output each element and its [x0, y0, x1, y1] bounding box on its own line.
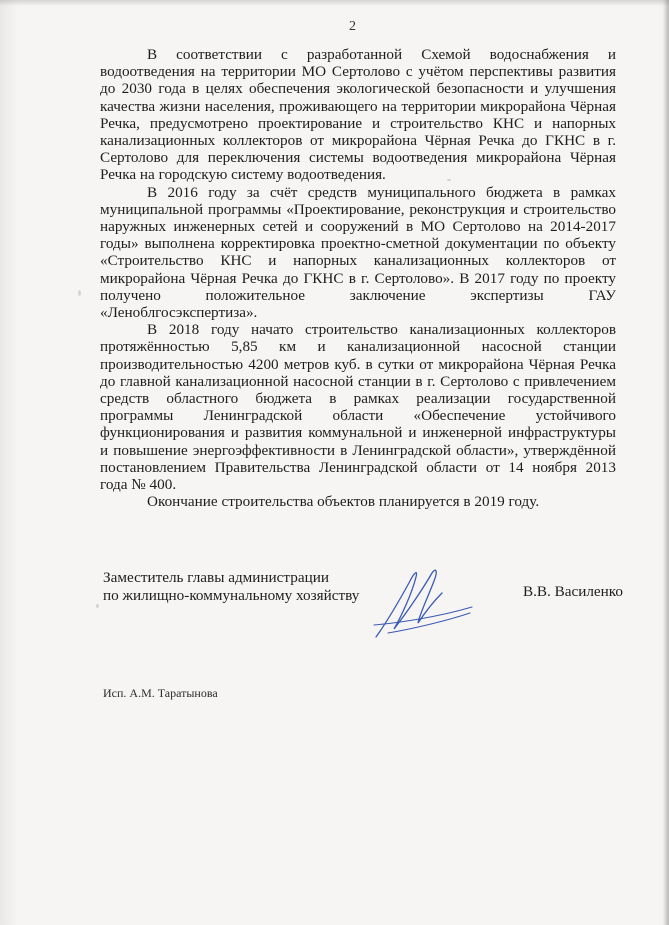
- text-line: и повышение энергоэффективности в Ленинградской области», утверждённой: [100, 441, 616, 459]
- text-line: производительностью 4200 метров куб. в сутки от микрорайона Чёрная Речка: [100, 355, 616, 373]
- text-line: микрорайона Чёрная Речка до ГКНС в г. Сертолово». В 2017 году по проекту: [100, 269, 616, 287]
- scan-shadow-right: [663, 0, 669, 925]
- text-line: Речка на городскую систему водоотведения.: [100, 166, 386, 184]
- text-line: В 2016 году за счёт средств муниципального бюджета в рамках: [147, 183, 616, 201]
- text-line: Окончание строительства объектов планируется в 2019 году.: [147, 493, 540, 511]
- text-line: В соответствии с разработанной Схемой водоснабжения и: [147, 46, 616, 63]
- signatory-title: [103, 569, 359, 605]
- text-line: протяжённостью 5,85 км и канализационной насосной станции: [100, 338, 616, 356]
- scan-shadow-top: [0, 0, 669, 6]
- text-line: Сертолово для переключения системы водоотведения микрорайона Чёрная: [100, 149, 616, 167]
- text-line: постановлением Правительства Ленинградской области от 14 ноября 2013: [100, 458, 616, 476]
- signatory-name: В.В. Василенко: [522, 583, 623, 600]
- text-line: муниципальной программы «Проектирование, реконструкция и строительство: [100, 200, 616, 218]
- signature-block: [103, 569, 623, 649]
- paragraph-3: [100, 321, 616, 493]
- text-line: средств областного бюджета в рамках реализации государственной: [100, 390, 616, 408]
- text-line: программы Ленинградской области «Обеспечение устойчивого: [100, 407, 616, 425]
- text-line: года № 400.: [100, 476, 177, 494]
- paragraph-4: [100, 493, 616, 510]
- text-line: получено положительное заключение экспертизы ГАУ: [100, 286, 616, 304]
- handwritten-signature: [368, 563, 478, 643]
- signatory-title-line: Заместитель главы администрации: [103, 569, 329, 586]
- text-line: качества жизни населения, проживающего на территории микрорайона Чёрная: [100, 97, 616, 115]
- scan-speck: [447, 179, 451, 181]
- text-line: «Строительство КНС и напорных канализационных коллекторов от: [100, 252, 616, 270]
- page-number: 2: [349, 19, 356, 34]
- text-line: до главной канализационной насосной станции в г. Сертолово с привлечением: [100, 372, 616, 390]
- paragraph-1: [100, 46, 616, 184]
- scan-speck: [96, 604, 99, 608]
- text-line: канализационных коллекторов от микрорайона Чёрная Речка до ГКНС в г.: [100, 132, 616, 150]
- letter-body: [100, 46, 616, 510]
- text-line: до 2030 года в целях обеспечения экологической безопасности и улучшения: [100, 80, 616, 98]
- text-line: наружных инженерных сетей и сооружений в МО Сертолово на 2014-2017: [100, 218, 616, 236]
- scan-speck: [78, 290, 81, 296]
- text-line: годы» выполнена корректировка проектно-сметной документации по объекту: [100, 235, 616, 253]
- text-line: водоотведения на территории МО Сертолово с учётом перспективы развития: [100, 63, 616, 81]
- text-line: В 2018 году начато строительство канализационных коллекторов: [147, 321, 616, 339]
- signatory-title-line: по жилищно-коммунальному хозяйству: [103, 587, 360, 604]
- paragraph-2: [100, 184, 616, 322]
- executor-note: Исп. А.М. Таратынова: [103, 686, 218, 700]
- text-line: Речка, предусмотрено проектирование и строительство КНС и напорных: [100, 114, 616, 132]
- text-line: функционирования и развития коммунальной и инженерной инфраструктуры: [100, 424, 616, 442]
- text-line: «Леноблгосэкспертиза».: [100, 304, 258, 322]
